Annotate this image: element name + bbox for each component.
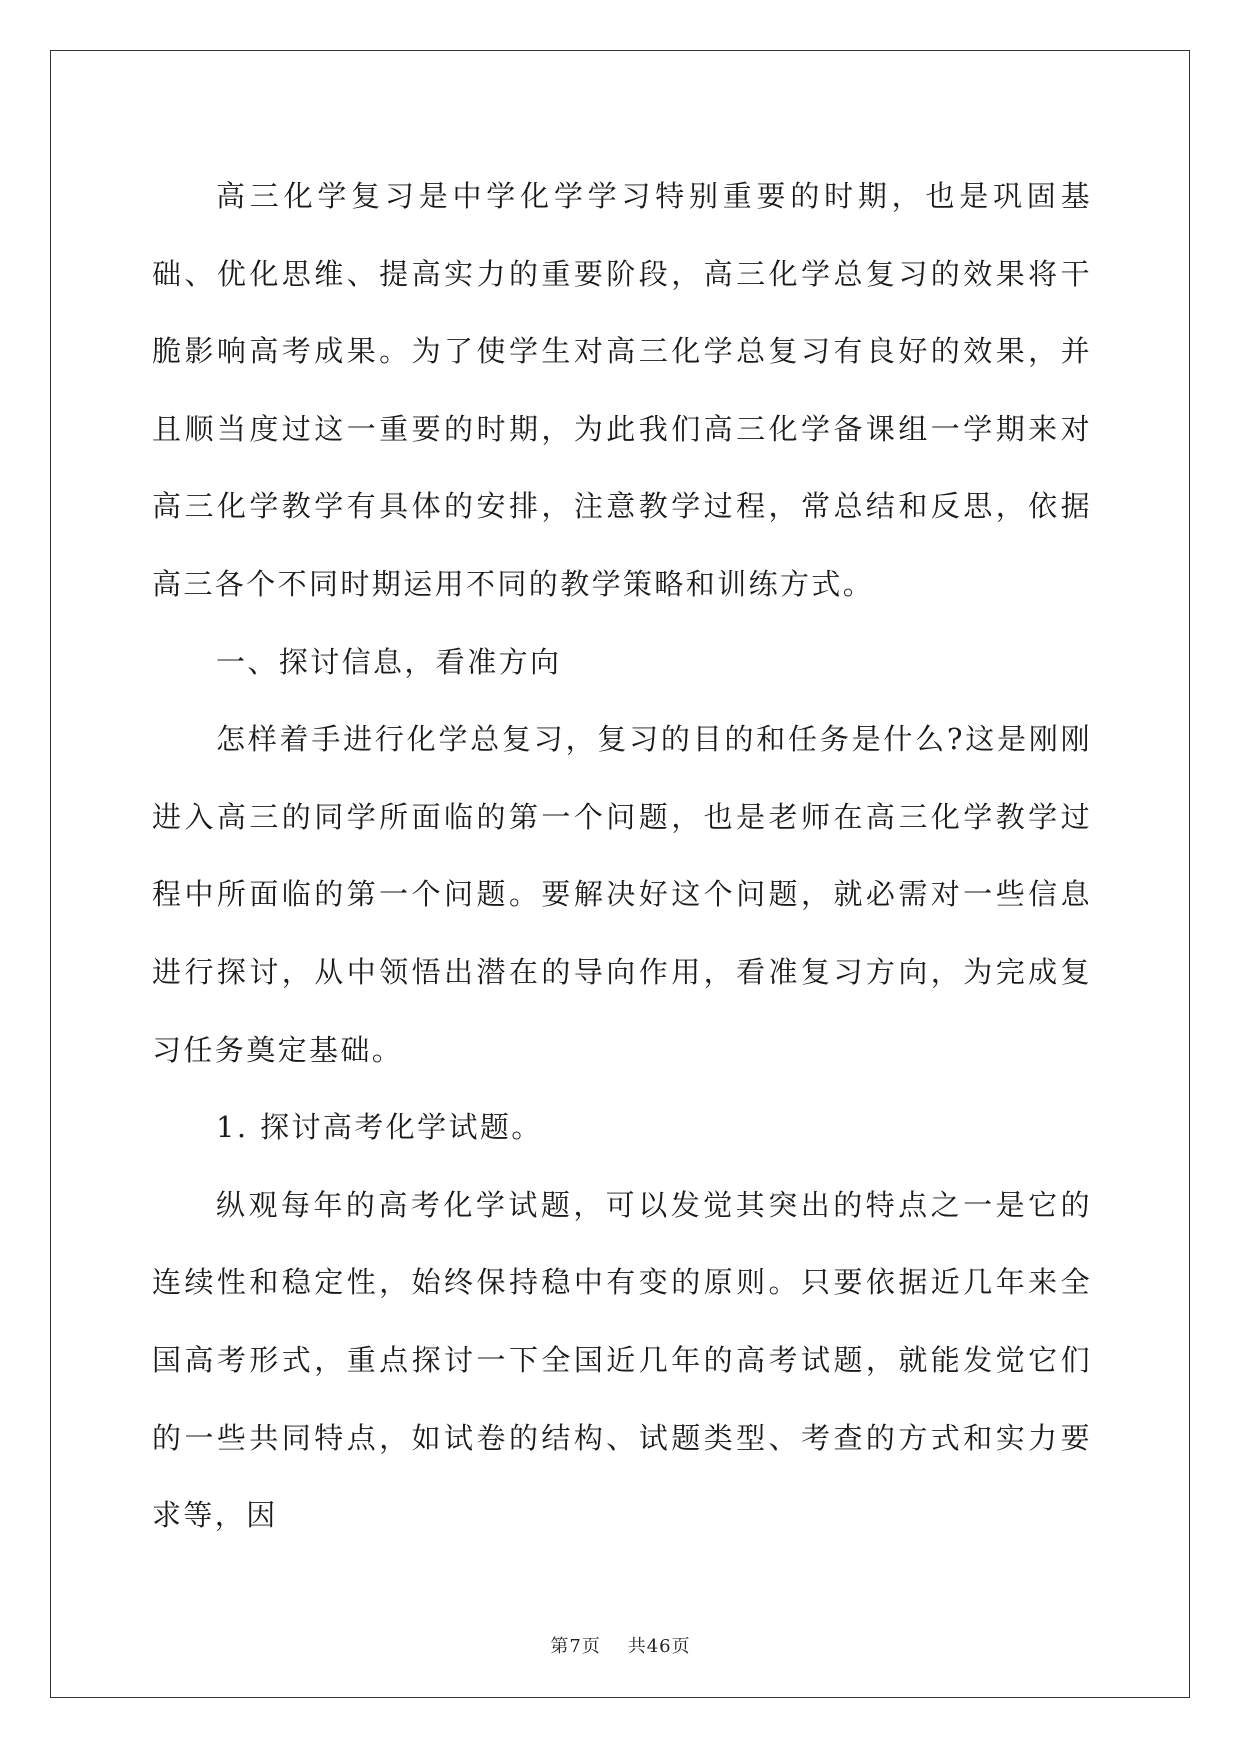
section-heading: 一、探讨信息，看准方向 [216,644,562,679]
total-pages-number: 46 [646,1636,672,1657]
page-suffix: 页 [581,1636,601,1657]
current-page-number: 7 [569,1636,582,1657]
body-paragraph: 怎样着手进行化学总复习，复习的目的和任务是什么?这是刚刚进入高三的同学所面临的第一个问题，也是老师在高三化学教学过程中所面临的第一个问题。要解决好这个问题，就必需对一些信息进行探讨，从中领悟出潜在的导向作用，看准复习方向，为完成复习任务奠定基础。 [152,722,1092,1067]
total-suffix: 页 [671,1636,691,1657]
total-prefix: 共 [627,1636,647,1657]
document-body [152,158,1092,1555]
page-prefix: 第 [550,1636,570,1657]
subsection-heading: 1. 探讨高考化学试题。 [216,1110,543,1145]
intro-paragraph: 高三化学复习是中学化学学习特别重要的时期，也是巩固基础、优化思维、提高实力的重要阶段，高三化学总复习的效果将干脆影响高考成果。为了使学生对高三化学总复习有良好的效果，并且顺当度过这一重要的时期，为此我们高三化学备课组一学期来对高三化学教学有具体的安排，注意教学过程，常总结和反思，依据高三各个不同时期运用不同的教学策略和训练方式。 [152,179,1092,601]
body-paragraph: 纵观每年的高考化学试题，可以发觉其突出的特点之一是它的连续性和稳定性，始终保持稳中有变的原则。只要依据近几年来全国高考形式，重点探讨一下全国近几年的高考试题，就能发觉它们的一些共同特点，如试卷的结构、试题类型、考查的方式和实力要求等，因 [152,1187,1092,1533]
page-footer [0,1632,1241,1658]
